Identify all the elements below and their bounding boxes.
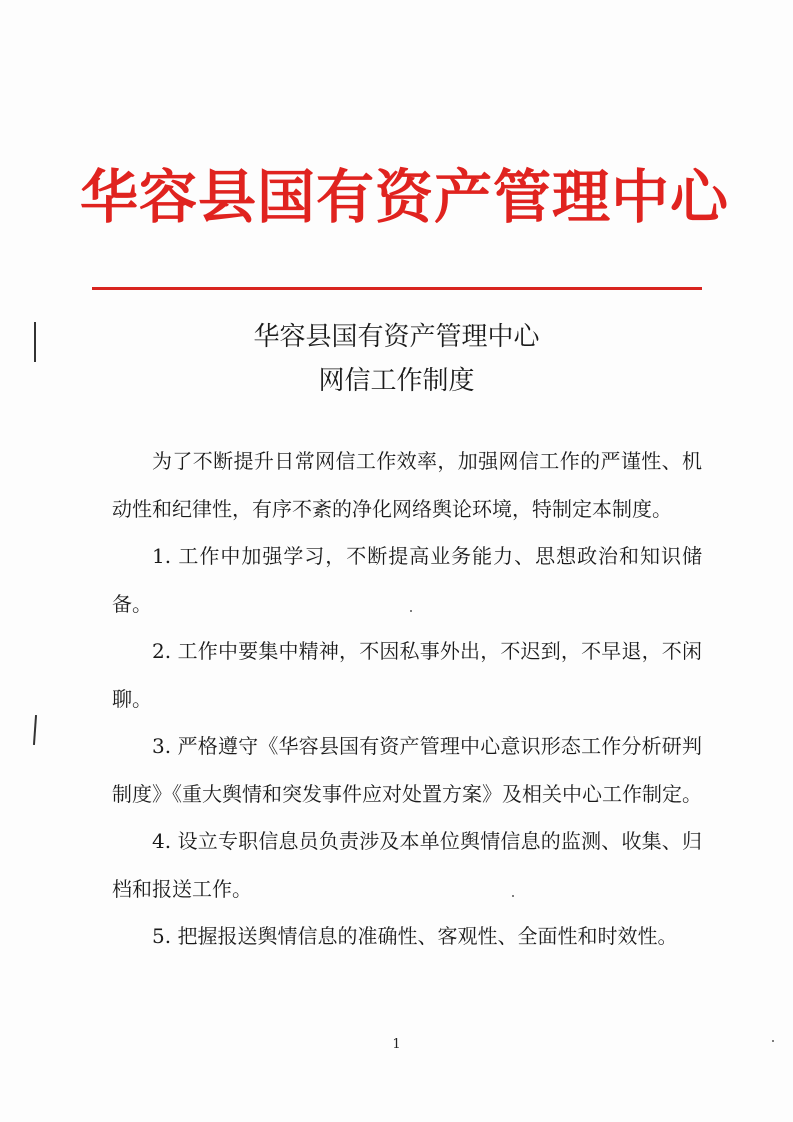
page-number: 1 <box>392 1037 401 1052</box>
rule-item-4: 4. 设立专职信息员负责涉及本单位舆情信息的监测、收集、归档和报送工作。 <box>112 829 702 901</box>
scan-speck <box>772 1040 774 1042</box>
letterhead-divider <box>92 287 702 290</box>
rule-item-3: 3. 严格遵守《华容县国有资产管理中心意识形态工作分析研判制度》《重大舆情和突发事件应对处置方案》及相关中心工作制定。 <box>112 734 702 806</box>
document-title-org: 华容县国有资产管理中心 <box>253 322 540 352</box>
intro-paragraph: 为了不断提升日常网信工作效率，加强网信工作的严谨性、机动性和纪律性，有序不紊的净化网络舆论环境，特制定本制度。 <box>112 449 702 521</box>
document-title-subject: 网信工作制度 <box>318 366 475 396</box>
scan-binding-mark <box>34 322 36 362</box>
scan-binding-mark <box>33 715 37 745</box>
scan-speck <box>512 895 514 897</box>
letterhead-title: 华容县国有资产管理中心 <box>80 163 730 231</box>
rule-item-1: 1. 工作中加强学习，不断提高业务能力、思想政治和知识储备。 <box>112 544 702 616</box>
rule-item-5: 5. 把握报送舆情信息的准确性、客观性、全面性和时效性。 <box>152 924 678 948</box>
rule-item-2: 2. 工作中要集中精神，不因私事外出，不迟到，不早退，不闲聊。 <box>112 639 702 711</box>
document-body <box>112 438 702 961</box>
scan-speck <box>410 610 412 612</box>
